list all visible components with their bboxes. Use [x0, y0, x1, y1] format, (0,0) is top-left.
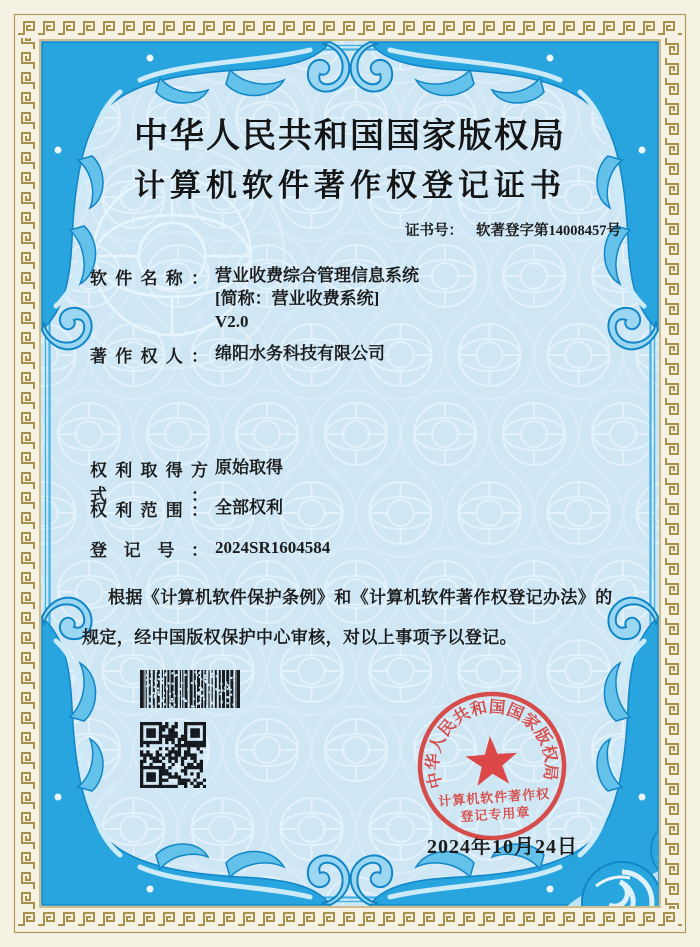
software-name-line2: [简称：营业收费系统] [215, 289, 380, 308]
registration-number-value: 2024SR1604584 [215, 538, 331, 557]
svg-text:版: 版 [530, 724, 556, 749]
issuer-title: 中华人民共和国国家版权局 [134, 118, 566, 155]
seal-star-icon [464, 734, 519, 786]
barcode [140, 670, 240, 708]
field-rights-scope [90, 496, 283, 521]
svg-text:国: 国 [503, 699, 527, 724]
field-software-name [90, 264, 419, 333]
seal-subtitle-line2: 登记专用章 [459, 804, 531, 825]
field-copyright-owner [90, 342, 385, 367]
certificate-number-value: 软著登字第14008457号 [476, 223, 621, 239]
qr-code [140, 722, 206, 788]
issue-date: 2024年10月24日 [427, 836, 578, 858]
svg-text:权: 权 [538, 743, 561, 764]
field-label: 软件名称： [90, 269, 208, 288]
statement-line2: 规定，经中国版权保护中心审核，对以上事项予以登记。 [82, 628, 517, 647]
certificate-number [405, 219, 621, 240]
svg-text:和: 和 [468, 697, 489, 720]
field-label: 登记号： [90, 541, 208, 560]
document-title: 计算机软件著作权登记证书 [134, 168, 566, 203]
svg-text:共: 共 [449, 703, 474, 729]
svg-text:人: 人 [425, 732, 450, 755]
software-name-version: V2.0 [215, 312, 249, 331]
field-registration-number [90, 536, 330, 561]
svg-text:局: 局 [540, 762, 561, 782]
official-seal [407, 681, 577, 851]
svg-text:国: 国 [488, 696, 507, 718]
statement-line1: 根据《计算机软件保护条例》和《计算机软件著作权登记办法》的 [108, 588, 613, 607]
certificate-number-label: 证书号： [405, 223, 463, 239]
svg-text:家: 家 [518, 709, 544, 735]
field-label: 权利取得方式： [90, 461, 208, 505]
field-label: 著作权人： [90, 347, 208, 366]
field-label: 权利范围： [90, 501, 208, 520]
svg-text:中: 中 [423, 769, 446, 791]
acquisition-method-value: 原始取得 [215, 458, 283, 477]
seal-subtitle-line1: 计算机软件著作权 [437, 786, 551, 809]
svg-text:民: 民 [434, 715, 460, 741]
software-name-line1: 营业收费综合管理信息系统 [215, 266, 419, 285]
rights-scope-value: 全部权利 [215, 498, 283, 517]
copyright-owner-value: 绵阳水务科技有限公司 [215, 344, 385, 363]
svg-text:华: 华 [423, 752, 444, 771]
